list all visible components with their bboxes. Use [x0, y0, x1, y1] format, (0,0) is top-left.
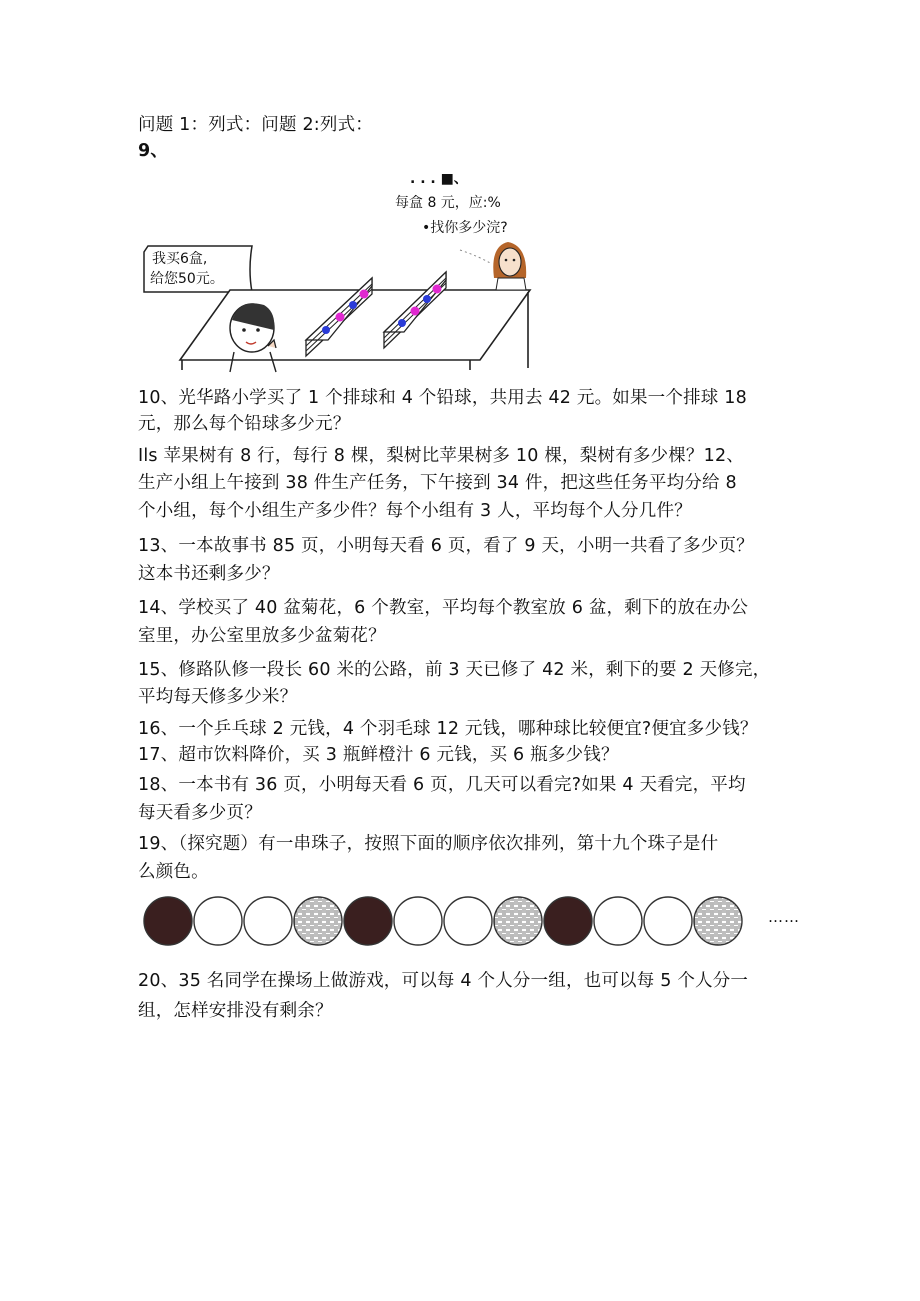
- bead-sequence: [138, 890, 818, 956]
- bead-dark: [544, 897, 592, 945]
- bead-white: [644, 897, 692, 945]
- question-line: 10、光华路小学买了 1 个排球和 4 个铅球，共用去 42 元。如果一个排球 18: [138, 388, 747, 408]
- question-line: 么颜色。: [138, 862, 209, 882]
- question-9-label: 9、: [138, 141, 169, 161]
- question-line: Ils 苹果树有 8 行，每行 8 棵，梨树比苹果树多 10 棵，梨树有多少棵？12、: [138, 446, 744, 466]
- change-question-text: •找你多少浣?: [422, 220, 508, 236]
- question-line: 平均每天修多少米？: [138, 687, 298, 707]
- question-20-line-1: 20、35 名同学在操场上做游戏，可以每 4 个人分一组，也可以每 5 个人分一: [138, 971, 749, 991]
- bead-white: [244, 897, 292, 945]
- girl-figure: [230, 303, 276, 372]
- bead-dark: [144, 897, 192, 945]
- question-line: 元，那么每个铅球多少元？: [138, 414, 351, 434]
- question-line: 17、超市饮料降价，买 3 瓶鲜橙汁 6 元钱，买 6 瓶多少钱？: [138, 745, 619, 765]
- top-marks: . . . ■、: [410, 171, 468, 187]
- question-line: 15、修路队修一段长 60 米的公路，前 3 天已修了 42 米，剩下的要 2 天修完，: [138, 660, 771, 680]
- question-line: 个小组，每个小组生产多少件？每个小组有 3 人，平均每个人分几件？: [138, 501, 692, 521]
- question-line: 室里，办公室里放多少盆菊花？: [138, 626, 386, 646]
- question-20-line-2: 组，怎样安排没有剩余？: [138, 1001, 333, 1021]
- question-line: 19、（探究题）有一串珠子，按照下面的顺序依次排列，第十九个珠子是什: [138, 834, 719, 854]
- bead-ellipsis: ……: [768, 908, 800, 926]
- bead-patterned: [294, 897, 342, 945]
- price-text: 每盒 8 元，应:%: [395, 195, 501, 211]
- bead-patterned: [494, 897, 542, 945]
- question-line: 13、一本故事书 85 页，小明每天看 6 页，看了 9 天，小明一共看了多少页？: [138, 536, 754, 556]
- bead-row: [138, 890, 818, 952]
- speech-text-1: 我买6盒,: [152, 251, 208, 267]
- bead-white: [444, 897, 492, 945]
- question-line: 18、一本书有 36 页，小明每天看 6 页，几天可以看完?如果 4 天看完，平均: [138, 775, 746, 795]
- question-line: 生产小组上午接到 38 件生产任务，下午接到 34 件，把这些任务平均分给 8: [138, 473, 737, 493]
- bead-dark: [344, 897, 392, 945]
- question-line: 这本书还剩多少？: [138, 564, 280, 584]
- question-line: 16、一个乒乓球 2 元钱，4 个羽毛球 12 元钱，哪种球比较便宜?便宜多少钱？: [138, 719, 758, 739]
- bead-patterned: [694, 897, 742, 945]
- bead-white: [394, 897, 442, 945]
- answer-prompt-line: 问题 1：列式：问题 2:列式：: [138, 115, 373, 135]
- shopkeeper-figure: [493, 242, 526, 290]
- question-line: 每天看多少页？: [138, 803, 262, 823]
- bead-white: [194, 897, 242, 945]
- bead-white: [594, 897, 642, 945]
- speech-text-2: 给您50元。: [150, 271, 224, 287]
- question-9-illustration: [140, 160, 540, 379]
- question-line: 14、学校买了 40 盆菊花，6 个教室，平均每个教室放 6 盆，剩下的放在办公: [138, 598, 749, 618]
